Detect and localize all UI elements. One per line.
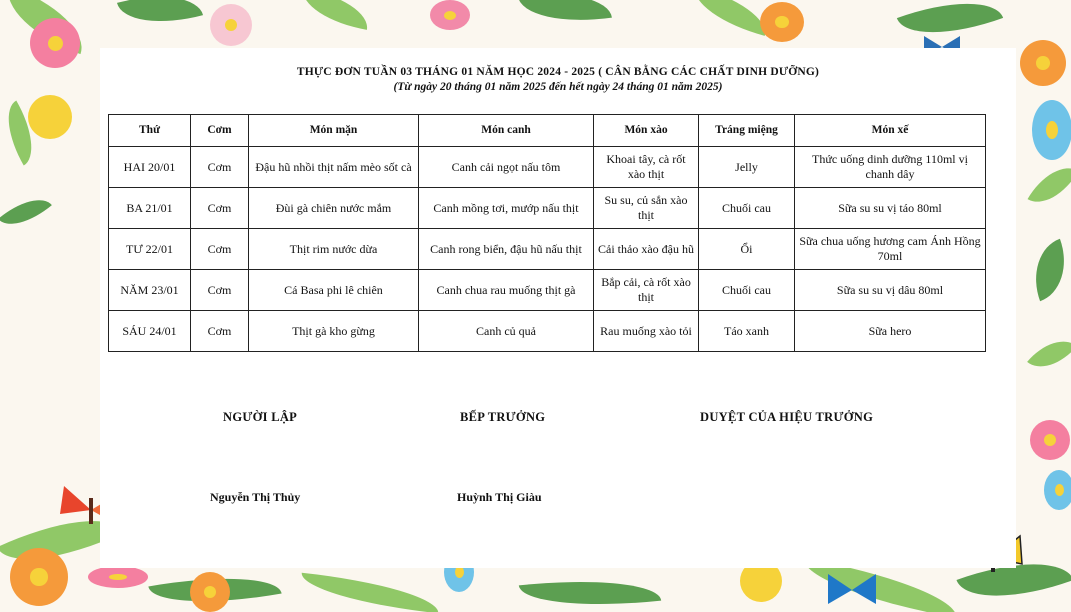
table-row <box>109 311 986 352</box>
dessert-cell: Chuối cau <box>699 188 795 229</box>
snack-cell: Sữa hero <box>795 311 986 352</box>
flower-decoration <box>430 0 470 30</box>
weekly-menu-table <box>108 114 986 352</box>
flower-decoration <box>210 4 252 46</box>
flower-decoration <box>28 95 72 139</box>
day-cell: TƯ 22/01 <box>109 229 191 270</box>
table-row <box>109 188 986 229</box>
table-row <box>109 229 986 270</box>
dessert-cell: Táo xanh <box>699 311 795 352</box>
table-header-row <box>109 115 986 147</box>
soup-cell: Canh rong biển, đậu hũ nấu thịt <box>419 229 594 270</box>
column-header: Tráng miệng <box>699 115 795 147</box>
dessert-cell: Ổi <box>699 229 795 270</box>
flower-decoration <box>1032 100 1071 160</box>
main-dish-cell: Đùi gà chiên nước mắm <box>249 188 419 229</box>
flower-decoration <box>1044 470 1071 510</box>
main-dish-cell: Thịt rim nước dừa <box>249 229 419 270</box>
main-dish-cell: Cá Basa phi lê chiên <box>249 270 419 311</box>
rice-cell: Cơm <box>191 188 249 229</box>
stir-fry-cell: Bắp cải, cà rốt xào thịt <box>594 270 699 311</box>
chef-title: BẾP TRƯỞNG <box>460 410 546 424</box>
stir-fry-cell: Rau muống xào tỏi <box>594 311 699 352</box>
butterfly-icon <box>822 570 882 610</box>
stir-fry-cell: Cải thảo xào đậu hũ <box>594 229 699 270</box>
date-range-subtitle: (Từ ngày 20 tháng 01 năm 2025 đến hết ngày 24 tháng 01 năm 2025) <box>393 81 723 93</box>
main-dish-cell: Đậu hũ nhồi thịt nấm mèo sốt cà <box>249 147 419 188</box>
main-dish-cell: Thịt gà kho gừng <box>249 311 419 352</box>
rice-cell: Cơm <box>191 311 249 352</box>
soup-cell: Canh chua rau muống thịt gà <box>419 270 594 311</box>
day-cell: HAI 20/01 <box>109 147 191 188</box>
leaf-decoration <box>117 0 203 36</box>
flower-decoration <box>30 18 80 68</box>
column-header: Cơm <box>191 115 249 147</box>
flower-decoration <box>88 566 148 588</box>
leaf-decoration <box>298 0 372 30</box>
snack-cell: Sữa su su vị dâu 80ml <box>795 270 986 311</box>
flower-decoration <box>190 572 230 612</box>
flower-decoration <box>760 2 804 42</box>
column-header: Món xế <box>795 115 986 147</box>
rice-cell: Cơm <box>191 270 249 311</box>
stir-fry-cell: Khoai tây, cà rốt xào thịt <box>594 147 699 188</box>
leaf-decoration <box>1028 156 1071 214</box>
preparer-name: Nguyễn Thị Thủy <box>210 490 301 504</box>
page-title: THỰC ĐƠN TUẦN 03 THÁNG 01 NĂM HỌC 2024 - 2025 ( CÂN BẰNG CÁC CHẤT DINH DƯỠNG) <box>296 66 820 78</box>
column-header: Món canh <box>419 115 594 147</box>
table-row <box>109 147 986 188</box>
flower-decoration <box>1020 40 1066 86</box>
dessert-cell: Jelly <box>699 147 795 188</box>
day-cell: BA 21/01 <box>109 188 191 229</box>
leaf-decoration <box>1022 239 1071 302</box>
snack-cell: Sữa chua uống hương cam Ánh Hồng 70ml <box>795 229 986 270</box>
leaf-decoration <box>0 187 52 238</box>
column-header: Thứ <box>109 115 191 147</box>
rice-cell: Cơm <box>191 147 249 188</box>
snack-cell: Thức uống dinh dưỡng 110ml vị chanh dây <box>795 147 986 188</box>
day-cell: NĂM 23/01 <box>109 270 191 311</box>
table-row <box>109 270 986 311</box>
dessert-cell: Chuối cau <box>699 270 795 311</box>
chef-name: Huỳnh Thị Giàu <box>457 490 542 504</box>
leaf-decoration <box>519 571 661 612</box>
snack-cell: Sữa su su vị táo 80ml <box>795 188 986 229</box>
soup-cell: Canh cải ngọt nấu tôm <box>419 147 594 188</box>
menu-sheet <box>100 48 1016 568</box>
flower-decoration <box>1030 420 1070 460</box>
leaf-decoration <box>518 0 612 30</box>
column-header: Món mặn <box>249 115 419 147</box>
column-header: Món xào <box>594 115 699 147</box>
leaf-decoration <box>299 573 441 612</box>
preparer-title: NGƯỜI LẬP <box>223 410 298 424</box>
stir-fry-cell: Su su, củ sắn xào thịt <box>594 188 699 229</box>
rice-cell: Cơm <box>191 229 249 270</box>
principal-title: DUYỆT CỦA HIỆU TRƯỞNG <box>700 410 874 424</box>
leaf-decoration <box>1027 328 1071 380</box>
soup-cell: Canh mồng tơi, mướp nấu thịt <box>419 188 594 229</box>
soup-cell: Canh củ quả <box>419 311 594 352</box>
day-cell: SÁU 24/01 <box>109 311 191 352</box>
flower-decoration <box>10 548 68 606</box>
